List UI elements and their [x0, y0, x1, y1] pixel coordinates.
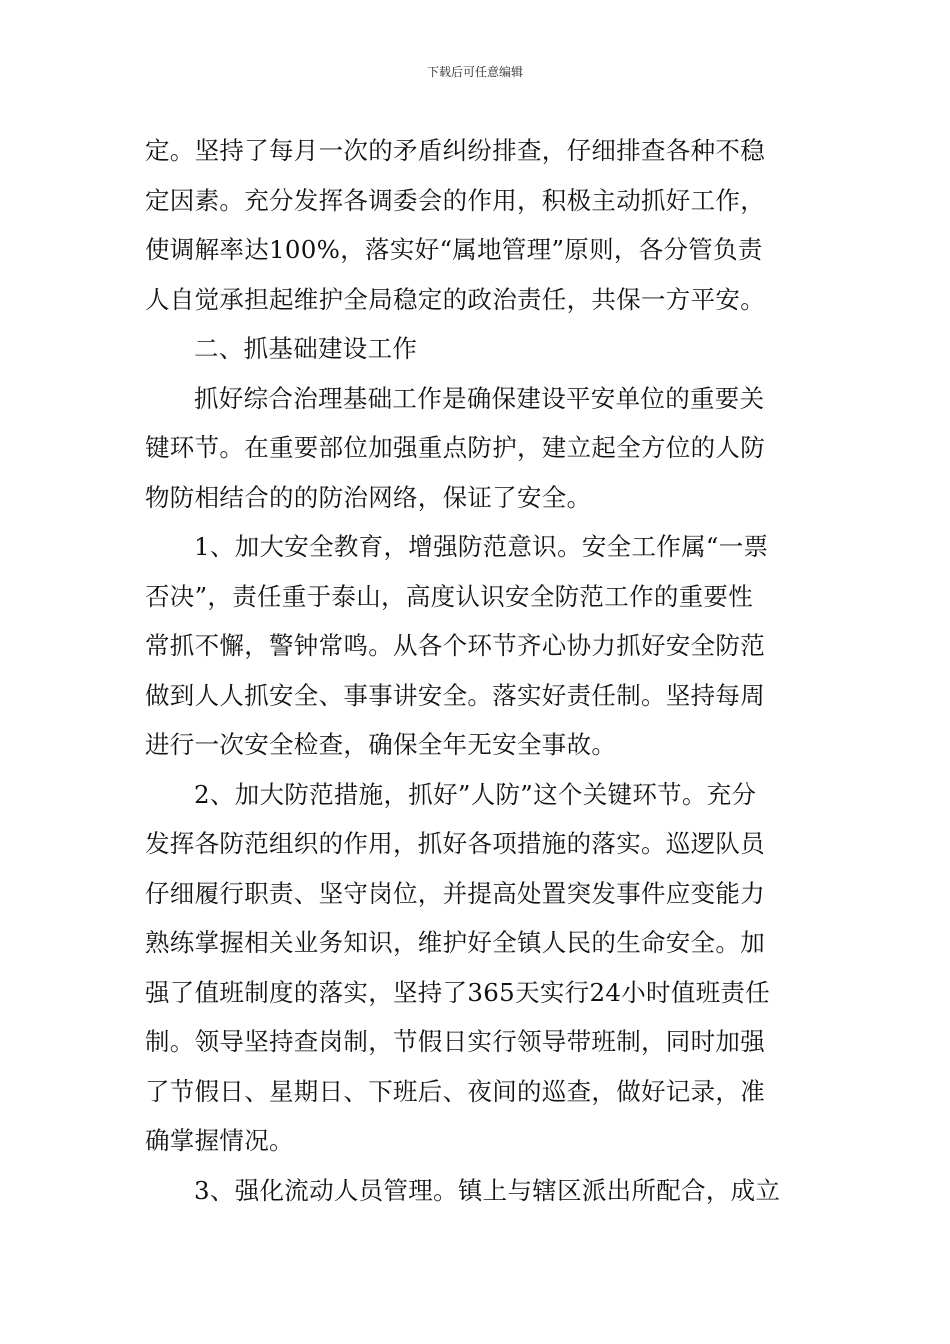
section-heading: 二、抓基础建设工作 [194, 334, 418, 363]
body-line: 仔细履行职责、坚守岗位，并提高处置突发事件应变能力 [145, 878, 765, 908]
body-line: 发挥各防范组织的作用，抓好各项措施的落实。巡逻队员 [145, 829, 765, 858]
body-line: 2、加大防范措施，抓好”人防”这个关键环节。充分 [194, 779, 757, 809]
body-line: 确掌握情况。 [145, 1126, 294, 1155]
body-line: 使调解率达100%，落实好“属地管理”原则，各分管负责 [145, 235, 763, 264]
body-line: 强了值班制度的落实，坚持了365天实行24小时值班责任 [145, 977, 771, 1007]
body-line: 了节假日、星期日、下班后、夜间的巡查，做好记录，准 [145, 1076, 765, 1106]
body-line: 人自觉承担起维护全局稳定的政治责任，共保一方平安。 [145, 284, 765, 314]
body-line: 抓好综合治理基础工作是确保建设平安单位的重要关 [194, 383, 765, 413]
body-line: 进行一次安全检查，确保全年无安全事故。 [145, 730, 617, 759]
body-line: 物防相结合的的防治网络，保证了安全。 [145, 482, 592, 512]
body-line: 定因素。充分发挥各调委会的作用，积极主动抓好工作， [145, 185, 765, 215]
body-line: 熟练掌握相关业务知识，维护好全镇人民的生命安全。加 [145, 928, 765, 957]
body-line: 定。坚持了每月一次的矛盾纠纷排查，仔细排查各种不稳 [145, 136, 765, 165]
body-line: 1、加大安全教育，增强防范意识。安全工作属“一票 [194, 532, 769, 561]
body-line: 常抓不懈，警钟常鸣。从各个环节齐心协力抓好安全防范 [145, 631, 765, 660]
body-line: 否决”，责任重于泰山，高度认识安全防范工作的重要性 [145, 581, 754, 611]
body-line: 做到人人抓安全、事事讲安全。落实好责任制。坚持每周 [145, 680, 765, 710]
body-line: 3、强化流动人员管理。镇上与辖区派出所配合，成立 [194, 1175, 781, 1205]
document-body [145, 126, 805, 1215]
body-line: 制。领导坚持查岗制，节假日实行领导带班制，同时加强 [145, 1027, 765, 1056]
body-line: 键环节。在重要部位加强重点防护，建立起全方位的人防 [145, 433, 765, 462]
page-header-note: 下载后可任意编辑 [426, 65, 523, 79]
